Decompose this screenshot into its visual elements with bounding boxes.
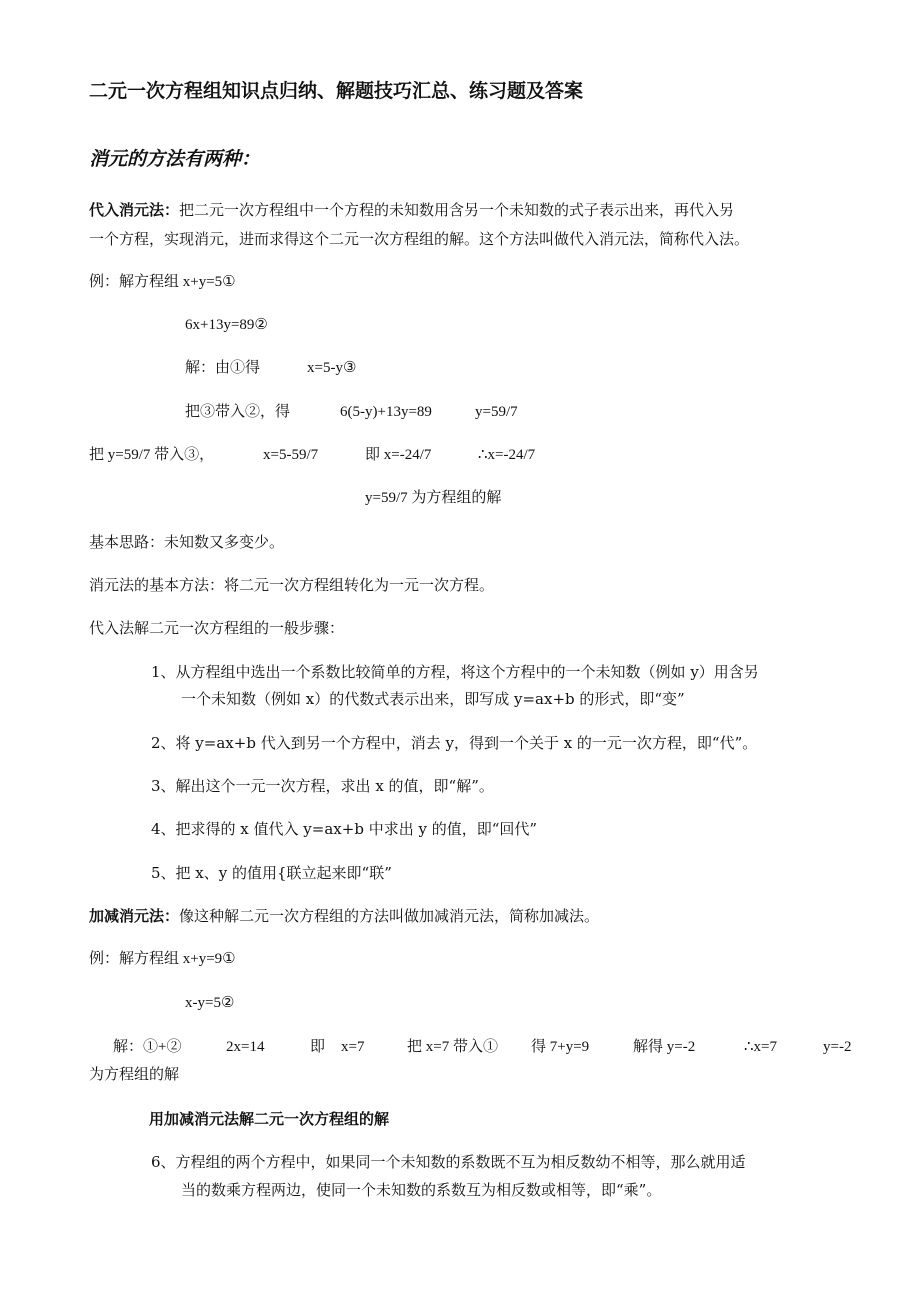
example1-step3-b: x=5-59/7 — [263, 447, 319, 463]
step-3: 3、解出这个一元一次方程，求出 x 的值，即“解”。 — [151, 777, 494, 795]
example1-step1-a: 解：由①得 — [185, 360, 261, 376]
steps-heading: 代入法解二元一次方程组的一般步骤： — [89, 619, 345, 637]
step-6-line1: 6、方程组的两个方程中，如果同一个未知数的系数既不互为相反数幼不相等，那么就用适 — [151, 1153, 746, 1171]
page-title: 二元一次方程组知识点归纳、解题技巧汇总、练习题及答案 — [89, 80, 584, 102]
elimination-text: 像这种解二元一次方程组的方法叫做加减消元法，简称加减法。 — [179, 907, 600, 925]
step-1-line2: 一个未知数（例如 x）的代数式表示出来，即写成 y=ax+b 的形式，即“变” — [181, 690, 685, 708]
step-5: 5、把 x、y 的值用{联立起来即“联” — [151, 864, 392, 882]
example1-step2-c: y=59/7 — [475, 404, 518, 420]
example2-cell-5: 得 7+y=9 — [531, 1039, 590, 1055]
example2-cell-7: ∴x=7 — [744, 1039, 778, 1055]
substitution-text-1: 把二元一次方程组中一个方程的未知数用含另一个未知数的式子表示出来，再代入另 — [179, 201, 735, 219]
example1-step3-c: 即 x=-24/7 — [365, 447, 432, 463]
step-2: 2、将 y=ax+b 代入到另一个方程中，消去 y，得到一个关于 x 的一元一次方程，即“代”。 — [151, 734, 758, 752]
step-4: 4、把求得的 x 值代入 y=ax+b 中求出 y 的值，即“回代” — [151, 820, 538, 838]
example1-step2-b: 6(5-y)+13y=89 — [340, 404, 432, 420]
example2-cell-0: 解：①+② — [113, 1039, 182, 1055]
elimination-heading: 用加减消元法解二元一次方程组的解 — [149, 1110, 390, 1128]
substitution-label: 代入消元法： — [89, 201, 180, 219]
example2-cell-4: 把 x=7 带入① — [407, 1039, 498, 1055]
example1-intro: 例：解方程组 x+y=5① — [89, 274, 236, 290]
example2-cell-8: y=-2 — [823, 1039, 852, 1055]
substitution-paragraph-line1 — [89, 200, 734, 220]
step-6-line2: 当的数乘方程两边，使同一个未知数的系数互为相反数或相等，即“乘”。 — [181, 1181, 662, 1199]
example1-step3-d: ∴x=-24/7 — [478, 447, 536, 463]
example2-cell-1: 2x=14 — [226, 1039, 265, 1055]
example2-eq2: x-y=5② — [185, 995, 235, 1011]
step-1-line1: 1、从方程组中选出一个系数比较简单的方程，将这个方程中的一个未知数（例如 y）用含另 — [151, 663, 759, 681]
example1-step3-a: 把 y=59/7 带入③， — [89, 447, 215, 463]
elimination-paragraph — [89, 906, 599, 926]
example2-cell-3: x=7 — [341, 1039, 365, 1055]
example2-tail: 为方程组的解 — [89, 1067, 180, 1083]
substitution-text-2: 一个方程，实现消元，进而求得这个二元一次方程组的解。这个方法叫做代入消元法，简称代入法。 — [89, 230, 750, 248]
example2-cell-6: 解得 y=-2 — [633, 1039, 696, 1055]
example1-eq2: 6x+13y=89② — [185, 317, 268, 333]
example1-step1-b: x=5-y③ — [307, 360, 357, 376]
example1-step2-a: 把③带入②，得 — [185, 404, 291, 420]
example1-conclusion: y=59/7 为方程组的解 — [365, 490, 502, 506]
example2-cell-2: 即 — [310, 1039, 326, 1055]
basic-idea: 基本思路：未知数又多变少。 — [89, 533, 285, 551]
elimination-label: 加减消元法： — [89, 907, 180, 925]
section-subtitle: 消元的方法有两种： — [89, 148, 261, 170]
example2-intro: 例：解方程组 x+y=9① — [89, 951, 236, 967]
basic-method: 消元法的基本方法：将二元一次方程组转化为一元一次方程。 — [89, 576, 495, 594]
